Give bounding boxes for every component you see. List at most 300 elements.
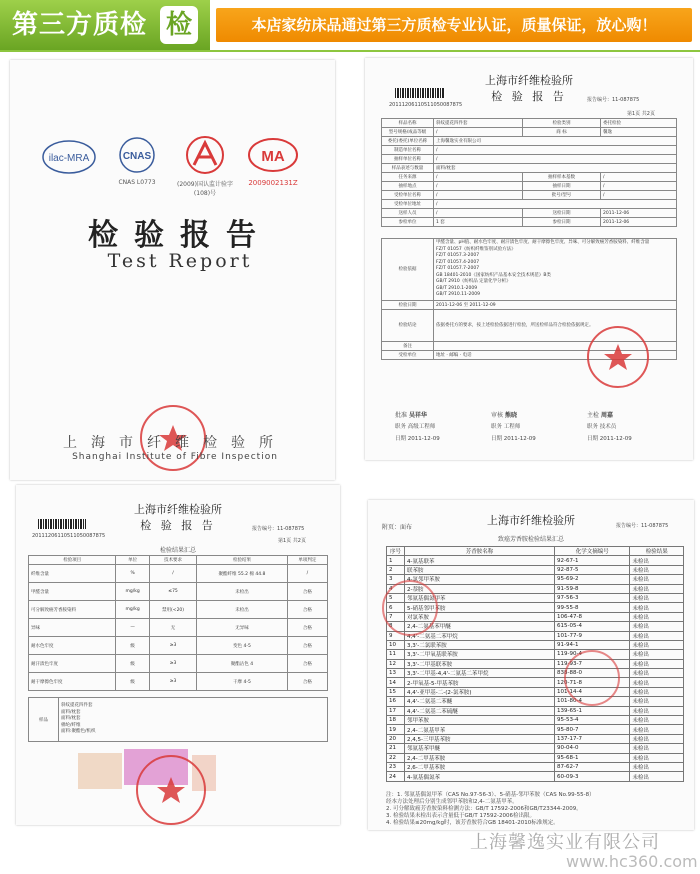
sign-title: 技术员: [599, 424, 617, 430]
amine-row: [387, 575, 684, 584]
p2-info-cell: /: [434, 173, 523, 182]
p4-red-seal-left: [382, 580, 438, 636]
p3-result-row: [29, 619, 328, 637]
amine-cell: 13: [387, 669, 405, 678]
p2-info-cell: 批号/型号: [523, 191, 601, 200]
amine-cell: 未检出: [630, 612, 684, 621]
amine-cell: 119-93-7: [555, 659, 630, 668]
date-value: 2011-12-06 至 2011-12-09: [434, 300, 677, 309]
amine-cell: 21: [387, 744, 405, 753]
amine-cell: 未检出: [630, 650, 684, 659]
amine-row: [387, 753, 684, 762]
amine-row: [387, 687, 684, 696]
amine-cell: 6: [387, 603, 405, 612]
amine-cell: 23: [387, 762, 405, 771]
amine-notes: [386, 792, 595, 827]
amine-cell: 未检出: [630, 593, 684, 602]
p3-result-cell: 未检出: [197, 601, 288, 619]
p2-info-cell: 送检日期: [523, 209, 601, 218]
amine-cell: 未检出: [630, 744, 684, 753]
p3-section: 检验结果汇总: [159, 547, 196, 554]
amine-cell: 95-53-4: [555, 716, 630, 725]
amine-note-line: 2. 可分解致癌芳香胺染料检测方法：GB/T 17592-2006和GB/T23344-2009。: [386, 806, 582, 812]
p2-info-row: [382, 182, 677, 191]
amine-cell: 2: [387, 565, 405, 574]
p3-result-cell: ≥3: [149, 637, 196, 655]
p3-institute: 上海市纤维检验所: [134, 503, 222, 516]
sign-name: 吴祥华: [408, 412, 427, 419]
amine-cell: 16: [387, 697, 405, 706]
p2-info-cell: 参检单位: [382, 218, 434, 227]
amine-cell: 91-59-8: [555, 584, 630, 593]
amine-row: [387, 725, 684, 734]
amine-cell: 3,3'-二甲基-4,4'-二氨基二苯甲烷: [405, 669, 555, 678]
amine-cell: 92-87-5: [555, 565, 630, 574]
conclusion-label: 检验结论: [382, 309, 434, 341]
p2-info-cell: /: [601, 173, 677, 182]
amine-cell: 未检出: [630, 659, 684, 668]
amine-cell: 7: [387, 612, 405, 621]
p4-institute: 上海市纤维检验所: [487, 514, 575, 527]
p2-page-info: 第1页 共2页: [627, 111, 655, 117]
amine-cell: 22: [387, 753, 405, 762]
sign-title-label: 职务: [587, 424, 599, 430]
cnas-caption: CNAS L0773: [118, 179, 156, 186]
amine-row: [387, 772, 684, 781]
amine-cell: 4,4'-二氨基二苯甲烷: [405, 631, 555, 640]
amine-cell: 14: [387, 678, 405, 687]
amine-cell: 106-47-8: [555, 612, 630, 621]
basis-line: FZ/T 01057.3-2007: [436, 253, 480, 258]
p2-info-cell: 2011-12-06: [601, 209, 677, 218]
p2-info-row: [382, 137, 677, 146]
basis-line: FZ/T 01057.7-2007: [436, 266, 480, 271]
amine-cell: 邻氨基苯甲醚: [405, 744, 555, 753]
p2-info-cell: 样品表述与数量: [382, 164, 434, 173]
p2-info-cell: 样品名称: [382, 119, 434, 128]
amine-cell: 未检出: [630, 603, 684, 612]
amine-cell: 8: [387, 622, 405, 631]
p2-info-cell: 馨逸: [601, 128, 677, 137]
amine-row: [387, 659, 684, 668]
p3-result-cell: 合格: [287, 655, 327, 673]
cnas-logo: [108, 135, 166, 186]
cover-title-cn: 检验报告: [88, 218, 272, 253]
signature-date: 日期 2011-12-09: [587, 436, 632, 442]
banner-badge: 检: [160, 6, 198, 44]
p3-result-cell: %: [116, 565, 150, 583]
amine-cell: 18: [387, 716, 405, 725]
p3-result-cell: 聚酯纤维 55.2 棉 44.8: [197, 565, 288, 583]
amine-row: [387, 762, 684, 771]
amine-cell: 20: [387, 734, 405, 743]
p3-report-no: 报告编号：11-087875: [252, 526, 305, 532]
amine-header-row: [387, 547, 684, 556]
p3-result-cell: 可分解致癌芳香胺染料: [29, 601, 116, 619]
p2-info-cell: 检验类别: [523, 119, 601, 128]
p2-info-cell: /: [434, 128, 523, 137]
p3-result-row: [29, 565, 328, 583]
amine-cell: 4-氨基偶氮苯: [405, 772, 555, 781]
addr-label: 地址: [436, 352, 445, 358]
sign-title: 工程师: [503, 424, 521, 430]
p3-result-cell: 合格: [287, 583, 327, 601]
amine-cell: 838-88-0: [555, 669, 630, 678]
p2-info-cell: 抽样地点: [382, 182, 434, 191]
amine-cell: 137-17-7: [555, 734, 630, 743]
amine-cell: 2,4-二氨基甲苯: [405, 725, 555, 734]
sign-title-label: 职务: [491, 424, 503, 430]
sign-role: 批准: [395, 412, 408, 419]
amine-cell: 101-77-9: [555, 631, 630, 640]
p2-info-cell: 任务来源: [382, 173, 434, 182]
p2-info-row: [382, 146, 677, 155]
footer-url: www.hc360.com: [566, 852, 698, 871]
p2-info-cell: /: [601, 182, 677, 191]
p3-result-cell: 合格: [287, 601, 327, 619]
amine-cell: 11: [387, 650, 405, 659]
p4-attach: 附页：面布: [382, 524, 413, 531]
amine-cell: 24: [387, 772, 405, 781]
amine-cell: 95-69-2: [555, 575, 630, 584]
amine-cell: 未检出: [630, 753, 684, 762]
amine-cell: 87-62-7: [555, 762, 630, 771]
amine-cell: 3,3'-二氯联苯胺: [405, 640, 555, 649]
sample-note-line: 面料:聚酯色/机织: [61, 729, 96, 735]
p2-red-seal: [587, 326, 649, 388]
cover-title-en: Test Report: [107, 250, 253, 272]
p2-info-cell: 2011-12-06: [601, 218, 677, 227]
cma-caption: 2009002131Z: [248, 179, 298, 187]
p2-info-cell: 商 标: [523, 128, 601, 137]
amine-cell: 未检出: [630, 678, 684, 687]
p2-info-row: [382, 200, 677, 209]
amine-cell: 未检出: [630, 556, 684, 565]
p3-result-cell: mg/kg: [116, 601, 150, 619]
amine-cell: 4,4'-二氨基二苯硫醚: [405, 706, 555, 715]
amine-cell: 101-14-4: [555, 687, 630, 696]
cal-caption: (2009)国认监计验字(108)号: [177, 181, 233, 197]
amine-row: [387, 734, 684, 743]
basis-line: GB/T 2910《纺织品 定量化学分析》: [436, 279, 511, 284]
p3-result-cell: —: [116, 619, 150, 637]
p3-result-cell: 未检出: [197, 583, 288, 601]
p3-result-cell: 合格: [287, 673, 327, 691]
amine-cell: 119-90-4: [555, 650, 630, 659]
amine-cell: 3,3'-二甲基联苯胺: [405, 659, 555, 668]
amine-cell: 120-71-8: [555, 678, 630, 687]
p3-results-table: [28, 555, 328, 691]
amine-row: [387, 650, 684, 659]
p2-info-table: [381, 118, 677, 227]
amine-cell: 99-55-8: [555, 603, 630, 612]
amine-cell: 未检出: [630, 575, 684, 584]
basis-line: GB/T 2910.11-2009: [436, 292, 480, 297]
amine-cell: 3,3'-二甲氧基联苯胺: [405, 650, 555, 659]
p3-header-cell: 单位: [116, 556, 150, 565]
p2-info-cell: 抽样日期: [523, 182, 601, 191]
signature-title: [587, 422, 616, 430]
amine-cell: 未检出: [630, 584, 684, 593]
p3-result-cell: 级: [116, 673, 150, 691]
amine-row: [387, 669, 684, 678]
p2-info-cell: 委托检验: [601, 119, 677, 128]
amine-cell: 5: [387, 593, 405, 602]
cal-logo: [176, 135, 234, 197]
p3-result-cell: 甲醛含量: [29, 583, 116, 601]
basis-line: FZ/T 01057《纺织纤维鉴别试验方法》: [436, 246, 516, 252]
p3-result-cell: 纤维含量: [29, 565, 116, 583]
amine-cell: 95-68-1: [555, 753, 630, 762]
amine-cell: 4: [387, 584, 405, 593]
p2-institute: 上海市纤维检验所: [485, 74, 573, 87]
cover-institute-en: Shanghai Institute of Fibre Inspection: [72, 452, 278, 462]
p2-basis-table: 检验依据 甲醛含量、pH值、耐水色牢度、耐汗渍色牢度、耐干摩擦色牢度、异味、可分解致癌芳香胺染料、纤维含量 FZ/T 01057《纺织纤维鉴别试验方法》 FZ/T 01057.3-2007 FZ/T 01057.4-2007 FZ/T 01057.7-2007 GB 18401-2010《国家纺织产品基本安全技术规范》B类 GB/T 2910《纺织品 定量化学分析》 GB/T 2910.1-2009 GB/T 2910.11-2009 检验日期 2011-12-06 至 2011-12-09 检验结论 依据委托方的要求，按上述检验依据进行检验，所送检样品符合检验依据规定。 备注 受检单位 地址 · 邮编 · 电话: [381, 238, 677, 360]
p2-info-cell: /: [601, 191, 677, 200]
sample-note-line: 面料/枕套: [61, 709, 81, 715]
sample-label: 样品: [29, 698, 59, 742]
amine-row: [387, 706, 684, 715]
sign-title-label: 职务: [395, 424, 407, 430]
amine-cell: 4-氨基联苯: [405, 556, 555, 565]
amine-note-line: 3. 检验结果未检出表示含量低于GB/T 17592-2006检出限。: [386, 813, 535, 819]
amine-header-cell: 化学文摘编号: [555, 547, 630, 556]
amine-row: [387, 716, 684, 725]
p2-info-cell: /: [434, 182, 523, 191]
p3-result-cell: 无: [149, 619, 196, 637]
amine-cell: 17: [387, 706, 405, 715]
amine-cell: 615-05-4: [555, 622, 630, 631]
svg-text:CNAS: CNAS: [122, 151, 152, 162]
p2-info-cell: /: [434, 146, 677, 155]
signature-block: [587, 410, 613, 419]
basis-line: FZ/T 01057.4-2007: [436, 259, 480, 265]
p3-barcode: [38, 519, 86, 529]
p2-barcode: [395, 88, 445, 98]
p2-info-row: [382, 173, 677, 182]
banner-slogan: 本店家纺床品通过第三方质检专业认证，质量保证，放心购！: [216, 8, 692, 42]
remark-label: 备注: [382, 341, 434, 350]
amine-cell: 95-80-7: [555, 725, 630, 734]
p2-info-cell: 抽样单位名称: [382, 155, 434, 164]
date-label: 检验日期: [382, 300, 434, 309]
p3-result-cell: 耐干摩擦色牢度: [29, 673, 116, 691]
signature-date: 日期 2011-12-09: [491, 436, 536, 442]
p3-title: 检 验 报 告: [140, 519, 216, 532]
p2-info-row: [382, 164, 677, 173]
amine-cell: 2,4,5-三甲基苯胺: [405, 734, 555, 743]
amine-cell: 2,4-二甲基苯胺: [405, 753, 555, 762]
amine-cell: 9: [387, 631, 405, 640]
ilac-mra-logo: [40, 135, 98, 179]
p2-info-cell: 抽样样本基数: [523, 173, 601, 182]
amine-cell: 91-94-1: [555, 640, 630, 649]
p3-header-cell: 检验项目: [29, 556, 116, 565]
amine-cell: 联苯胺: [405, 565, 555, 574]
p3-result-row: [29, 673, 328, 691]
p3-result-cell: 禁用(<20): [149, 601, 196, 619]
amine-cell: 未检出: [630, 631, 684, 640]
amine-row: [387, 631, 684, 640]
p2-info-cell: 面料/枕套: [434, 164, 677, 173]
amine-cell: 19: [387, 725, 405, 734]
p2-info-cell: /: [434, 191, 523, 200]
sign-name: 熊晓: [504, 412, 517, 419]
amine-cell: 92-67-1: [555, 556, 630, 565]
amine-note-line: 经本方法处理后分别生成邻甲苯胺和2,4-二氨基甲苯。: [386, 799, 518, 805]
amine-cell: 101-80-4: [555, 697, 630, 706]
amine-cell: 15: [387, 687, 405, 696]
p3-result-cell: 变色 4-5: [197, 637, 288, 655]
amine-header-cell: 序号: [387, 547, 405, 556]
footer-company: 上海馨逸实业有限公司: [470, 832, 660, 853]
p2-info-row: [382, 119, 677, 128]
p3-sample-table: [28, 697, 328, 742]
p3-result-cell: /: [287, 565, 327, 583]
p3-result-cell: 合格: [287, 637, 327, 655]
amine-cell: 2,6-二甲基苯胺: [405, 762, 555, 771]
amine-cell: 12: [387, 659, 405, 668]
phone-label: 电话: [462, 352, 472, 358]
p3-barcode-text: 20111206110511050087875: [32, 533, 106, 539]
p3-header-cell: 检验结果: [197, 556, 288, 565]
signature-block: [491, 410, 517, 419]
p2-info-row: [382, 191, 677, 200]
amine-cell: 2-甲氧基-5-甲基苯胺: [405, 678, 555, 687]
p3-page-info: 第1页 共2页: [278, 538, 306, 544]
p3-result-cell: 异味: [29, 619, 116, 637]
p3-result-cell: 级: [116, 637, 150, 655]
amine-row: [387, 744, 684, 753]
conclusion-text: 依据委托方的要求，按上述检验依据进行检验，所送检样品符合检验依据规定。: [434, 309, 677, 341]
amine-cell: 60-09-3: [555, 772, 630, 781]
report-detail-page: [365, 58, 693, 460]
p2-info-row: [382, 218, 677, 227]
amine-cell: 未检出: [630, 697, 684, 706]
accreditation-logos: [40, 135, 310, 195]
amine-table: [386, 546, 684, 782]
amine-cell: 未检出: [630, 640, 684, 649]
p2-info-cell: 委托(委托)单位名称: [382, 137, 434, 146]
p2-info-cell: 受检单位名称: [382, 191, 434, 200]
p3-header-row: [29, 556, 328, 565]
p4-section: 致癌芳香胺检验结果汇总: [497, 536, 564, 543]
p2-info-cell: /: [434, 200, 677, 209]
sample-note-line: 面料/枕套: [61, 716, 81, 722]
signature-block: [395, 410, 427, 419]
p3-result-row: [29, 637, 328, 655]
amine-cell: 139-65-1: [555, 706, 630, 715]
p3-result-cell: ≥3: [149, 673, 196, 691]
p3-result-cell: 聚酯沾色 4: [197, 655, 288, 673]
amine-cell: 未检出: [630, 622, 684, 631]
svg-text:ilac-MRA: ilac-MRA: [48, 153, 90, 164]
p2-info-cell: /: [434, 155, 677, 164]
p3-result-cell: mg/kg: [116, 583, 150, 601]
cover-institute-cn: 上海市纤维检验所: [63, 435, 287, 451]
report-amine-page: [368, 500, 694, 830]
amine-cell: 未检出: [630, 669, 684, 678]
top-banner: [0, 0, 700, 52]
p3-result-row: [29, 655, 328, 673]
p2-info-cell: 1 套: [434, 218, 523, 227]
amine-cell: 对氯苯胺: [405, 612, 555, 621]
p2-info-row: [382, 209, 677, 218]
p3-result-cell: /: [149, 565, 196, 583]
p2-report-no: 报告编号：11-087875: [587, 97, 640, 103]
amine-row: [387, 640, 684, 649]
basis-lines: [434, 239, 677, 301]
amine-cell: 5-硝基邻甲苯胺: [405, 603, 555, 612]
sample-note-line: 棉纶/纤维: [61, 722, 81, 728]
p2-info-cell: 受检单位地址: [382, 200, 434, 209]
amine-header-cell: 检验结果: [630, 547, 684, 556]
p3-result-cell: 耐水色牢度: [29, 637, 116, 655]
p3-result-row: [29, 601, 328, 619]
basis-line: 甲醛含量、pH值、耐水色牢度、耐汗渍色牢度、耐干摩擦色牢度、异味、可分解致癌芳香胺染料、纤维含量: [436, 240, 650, 245]
amine-cell: 未检出: [630, 762, 684, 771]
p2-info-cell: 型号规格/成品等级: [382, 128, 434, 137]
amine-cell: 4-氯邻甲苯胺: [405, 575, 555, 584]
amine-cell: 4,4'-亚甲基-二-(2-氯苯胺): [405, 687, 555, 696]
amine-cell: 未检出: [630, 725, 684, 734]
amine-row: [387, 556, 684, 565]
amine-cell: 90-04-0: [555, 744, 630, 753]
amine-cell: 10: [387, 640, 405, 649]
amine-row: [387, 697, 684, 706]
amine-note-line: 4. 检验结果≤20mg/kg时，该芳香胺符合GB 18401-2010标准规定。: [386, 820, 559, 826]
p2-barcode-text: 20111206110511050087875: [389, 102, 463, 108]
report-cover-page: [10, 60, 335, 480]
basis-line: GB/T 2910.1-2009: [436, 285, 478, 291]
amine-cell: 97-56-3: [555, 593, 630, 602]
p3-red-seal: [136, 755, 206, 825]
p3-header-cell: 技术要求: [149, 556, 196, 565]
amine-cell: 邻氨基偶氮甲苯: [405, 593, 555, 602]
p2-title: 检 验 报 告: [491, 90, 567, 103]
signature-date: 日期 2011-12-09: [395, 436, 440, 442]
amine-cell: 未检出: [630, 706, 684, 715]
basis-line: GB 18401-2010《国家纺织产品基本安全技术规范》B类: [436, 272, 551, 278]
amine-cell: 未检出: [630, 734, 684, 743]
p3-result-cell: 耐汗渍色牢度: [29, 655, 116, 673]
sample-note: [59, 698, 328, 742]
checker-label: 受检单位: [382, 350, 434, 359]
p3-result-cell: 干摩 4-5: [197, 673, 288, 691]
p4-red-seal-right: [564, 650, 620, 706]
amine-cell: 邻甲苯胺: [405, 716, 555, 725]
sample-note-line: 斜纹提花四件套: [61, 703, 93, 709]
p3-result-cell: ≥3: [149, 655, 196, 673]
p2-info-cell: 参检日期: [523, 218, 601, 227]
p4-report-no: 报告编号：11-087875: [616, 523, 669, 529]
amine-cell: 1: [387, 556, 405, 565]
amine-row: [387, 565, 684, 574]
banner-title: 第三方质检: [0, 0, 210, 50]
amine-cell: 未检出: [630, 687, 684, 696]
basis-label: 检验依据: [382, 239, 434, 301]
p2-info-cell: 送样人员: [382, 209, 434, 218]
signature-title: [395, 422, 435, 430]
amine-cell: 2-萘胺: [405, 584, 555, 593]
amine-cell: 未检出: [630, 772, 684, 781]
amine-cell: 2,4-二氨基苯甲醚: [405, 622, 555, 631]
svg-text:MA: MA: [261, 148, 285, 165]
p3-result-cell: 合格: [287, 619, 327, 637]
p3-result-cell: ≤75: [149, 583, 196, 601]
p3-result-row: [29, 583, 328, 601]
sign-role: 主检: [587, 412, 600, 419]
